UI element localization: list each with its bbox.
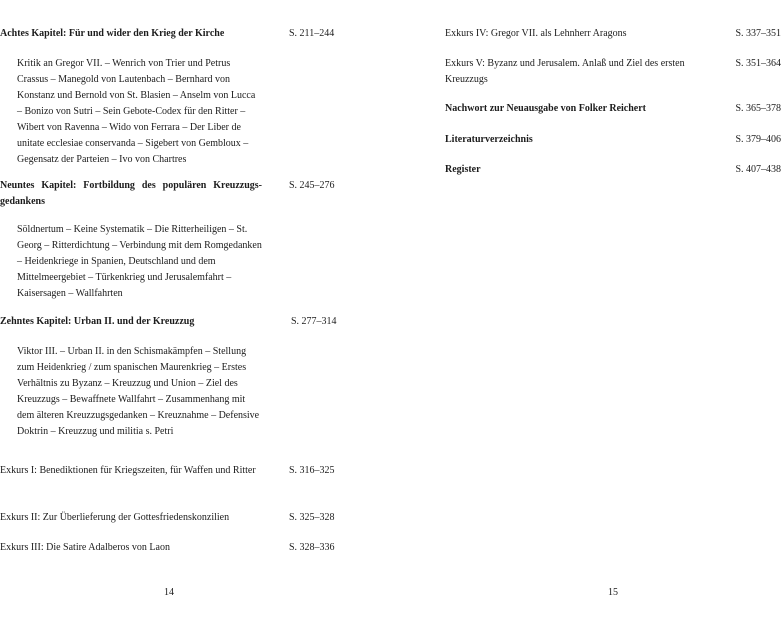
toc-entry-title: Achtes Kapitel: Für und wider den Krieg der Kirche — [0, 28, 225, 39]
toc-entry-pages: S. 351–364 — [735, 58, 781, 69]
toc-entry-title: Exkurs III: Die Satire Adalberos von Laon — [0, 542, 170, 553]
toc-entry-pages: S. 365–378 — [735, 103, 781, 114]
toc-entry-title: Neuntes Kapitel: Fortbildung des populären Kreuzzugsgedankens — [0, 180, 262, 207]
page-number: 15 — [608, 587, 618, 598]
toc-entry-description: Viktor III. – Urban II. in den Schismakämpfen – Stellung zum Heidenkrieg / zum spanischen Maurenkrieg – Erstes Verhältnis zu Byzanz – Kreuzzug und Union – Ziel des Kreuzzugs – Bewaffnete Wallfahrt – Zusammenhang mit dem älteren Kreuzzugsgedanken – Kreuznahme – Defensive Doktrin – Kreuzzug und militia s. Petri — [17, 346, 260, 437]
left-page — [0, 0, 390, 624]
toc-entry-title: Exkurs II: Zur Überlieferung der Gottesfriedenskonzilien — [0, 512, 230, 523]
toc-entry-pages: S. 337–351 — [735, 28, 781, 39]
toc-entry-pages: S. 328–336 — [289, 542, 335, 553]
toc-entry-pages: S. 316–325 — [289, 465, 335, 476]
toc-entry-title: Exkurs V: Byzanz und Jerusalem. Anlaß und Ziel des ersten Kreuzzugs — [445, 58, 685, 85]
toc-entry-title: Exkurs I: Benediktionen für Kriegszeiten, für Waffen und Ritter — [0, 465, 256, 476]
toc-entry-title: Literaturverzeichnis — [445, 134, 533, 145]
toc-entry-description: Kritik an Gregor VII. – Wenrich von Trier und Petrus Crassus – Manegold von Lautenbach – Bernhard von Konstanz und Bernold von St. Blasien – Anselm von Lucca – Bonizo von Sutri – Sein Gebote-Codex für den Ritter – Wibert von Ravenna – Wido von Ferrara – Der Liber de unitate ecclesiae conservanda – Sigebert von Gembloux – Gegensatz der Parteien – Ivo von Chartres — [17, 58, 256, 165]
toc-entry-pages: S. 211–244 — [289, 28, 335, 39]
toc-entry-pages: S. 379–406 — [735, 134, 781, 145]
toc-entry-title: Exkurs IV: Gregor VII. als Lehnherr Aragons — [445, 28, 627, 39]
page-number: 14 — [164, 587, 174, 598]
right-page — [390, 0, 781, 624]
toc-entry-title: Zehntes Kapitel: Urban II. und der Kreuzzug — [0, 316, 195, 327]
toc-entry-pages: S. 277–314 — [291, 316, 337, 327]
toc-entry-description: Söldnertum – Keine Systematik – Die Ritterheiligen – St. Georg – Ritterdichtung – Verbindung mit dem Romgedanken – Heidenkriege in Spanien, Deutschland und dem Mittelmeergebiet – Türkenkrieg und Jerusalemfahrt – Kaisersagen – Wallfahrten — [17, 224, 262, 299]
toc-entry-pages: S. 245–276 — [289, 180, 335, 191]
toc-entry-pages: S. 407–438 — [735, 164, 781, 175]
toc-entry-title: Register — [445, 164, 481, 175]
toc-entry-pages: S. 325–328 — [289, 512, 335, 523]
toc-entry-title: Nachwort zur Neuausgabe von Folker Reichert — [445, 103, 646, 114]
